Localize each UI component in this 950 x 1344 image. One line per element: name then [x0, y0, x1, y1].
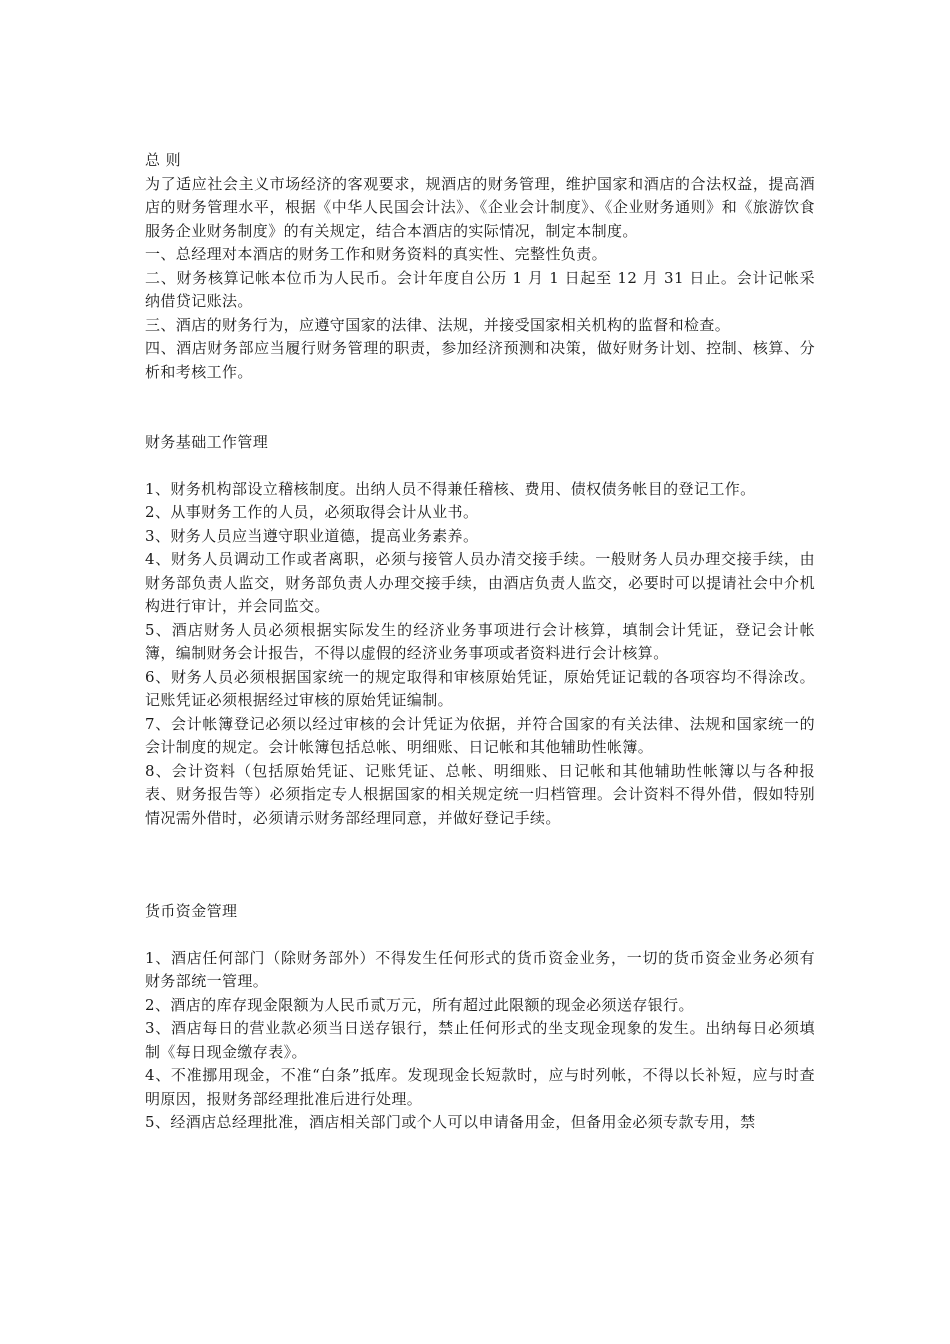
- finance-basics-item-6: 6、财务人员必须根据国家统一的规定取得和审核原始凭证，原始凭证记载的各项容均不得涂改。记账凭证必须根据经过审核的原始凭证编制。: [145, 667, 815, 709]
- finance-basics-item-1: 1、财务机构部设立稽核制度。出纳人员不得兼任稽核、费用、债权债务帐目的登记工作。: [145, 479, 756, 498]
- document-body: [145, 149, 815, 1135]
- finance-basics-item-7: 7、会计帐簿登记必须以经过审核的会计凭证为依据，并符合国家的有关法律、法规和国家统一的会计制度的规定。会计帐簿包括总帐、明细账、日记帐和其他辅助性帐簿。: [145, 714, 815, 756]
- finance-basics-item-8: 8、会计资料（包括原始凭证、记账凭证、总帐、明细账、日记帐和其他辅助性帐簿以与各种报表、财务报告等）必须指定专人根据国家的相关规定统一归档管理。会计资料不得外借，假如特别情况需外借时，必须请示财务部经理同意，并做好登记手续。: [145, 761, 815, 827]
- cash-management-item-5: 5、经酒店总经理批准，酒店相关部门或个人可以申请备用金，但备用金必须专款专用，禁: [145, 1113, 756, 1131]
- spacer: [145, 830, 815, 900]
- section-general-title: 总 则: [145, 151, 181, 169]
- cash-management-item-4: 4、不准挪用现金，不准“白条”抵库。发现现金长短款时，应与时列帐，不得以长补短，应与时查明原因，报财务部经理批准后进行处理。: [145, 1066, 815, 1108]
- general-item-4: 四、酒店财务部应当履行财务管理的职责，参加经济预测和决策，做好财务计划、控制、核算、分析和考核工作。: [145, 339, 815, 381]
- spacer: [145, 384, 815, 431]
- spacer: [145, 924, 815, 947]
- cash-management-item-2: 2、酒店的库存现金限额为人民币贰万元，所有超过此限额的现金必须送存银行。: [145, 995, 694, 1014]
- general-item-3: 三、酒店的财务行为，应遵守国家的法律、法规，并接受国家相关机构的监督和检查。: [145, 315, 731, 334]
- spacer: [145, 455, 815, 478]
- section-finance-basics-title: 财务基础工作管理: [145, 433, 269, 451]
- finance-basics-item-5: 5、酒店财务人员必须根据实际发生的经济业务事项进行会计核算，填制会计凭证，登记会计帐簿，编制财务会计报告，不得以虚假的经济业务事项或者资料进行会计核算。: [145, 620, 815, 662]
- finance-basics-item-4: 4、财务人员调动工作或者离职，必须与接管人员办清交接手续。一般财务人员办理交接手续，由财务部负责人监交，财务部负责人办理交接手续，由酒店负责人监交，必要时可以提请社会中介机构进行审计，并会同监交。: [145, 550, 815, 615]
- section-cash-management-title: 货币资金管理: [145, 902, 238, 920]
- cash-management-item-1: 1、酒店任何部门（除财务部外）不得发生任何形式的货币资金业务，一切的货币资金业务必须有财务部统一管理。: [145, 948, 815, 990]
- general-item-2: 二、财务核算记帐本位币为人民币。会计年度自公历 1 月 1 日起至 12 月 31 日止。会计记帐采纳借贷记账法。: [145, 268, 815, 310]
- cash-management-item-3: 3、酒店每日的营业款必须当日送存银行，禁止任何形式的坐支现金现象的发生。出纳每日必须填制《每日现金缴存表》。: [145, 1019, 815, 1061]
- general-item-1: 一、总经理对本酒店的财务工作和财务资料的真实性、完整性负责。: [145, 245, 608, 263]
- finance-basics-item-2: 2、从事财务工作的人员，必须取得会计从业书。: [145, 503, 479, 521]
- general-intro-paragraph: 为了适应社会主义市场经济的客观要求，规酒店的财务管理，维护国家和酒店的合法权益，提高酒店的财务管理水平，根据《中华人民国会计法》、《企业会计制度》、《企业财务通则》和《旅游饮食服务企业财务制度》的有关规定，结合本酒店的实际情况，制定本制度。: [145, 174, 815, 240]
- finance-basics-item-3: 3、财务人员应当遵守职业道德，提高业务素养。: [145, 526, 479, 545]
